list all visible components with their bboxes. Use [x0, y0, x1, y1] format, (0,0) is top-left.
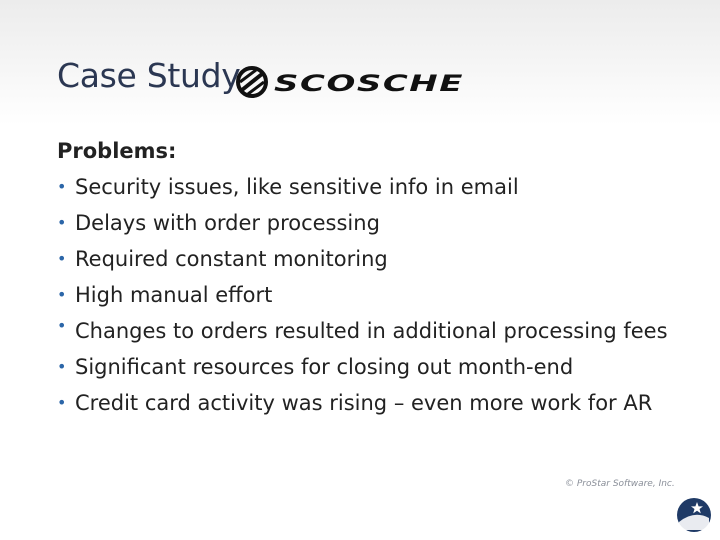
bullet-icon: • [57, 357, 67, 376]
problems-heading: Problems: [57, 139, 177, 163]
bullet-icon: • [57, 393, 67, 412]
bullet-icon: • [57, 316, 67, 335]
scosche-mark-icon [238, 68, 266, 96]
bullet-icon: • [57, 249, 67, 268]
list-item-text: Delays with order processing [75, 211, 380, 235]
list-item-text: Changes to orders resulted in additional processing fees [75, 319, 668, 343]
bullet-icon: • [57, 285, 67, 304]
list-item [57, 277, 712, 313]
list-item-text: Significant resources for closing out month-end [75, 355, 574, 379]
slide-title: Case Study [57, 56, 241, 95]
list-item [57, 205, 712, 241]
bullet-icon: • [57, 213, 67, 232]
prostar-logo-icon [675, 496, 713, 534]
scosche-wordmark: SCOSCHE [274, 72, 464, 97]
list-item [57, 169, 712, 205]
scosche-logo [232, 62, 472, 102]
problems-list [57, 169, 712, 421]
list-item-text: Required constant monitoring [75, 247, 388, 271]
list-item-text: Credit card activity was rising – even more work for AR [75, 391, 653, 415]
list-item [57, 313, 712, 349]
bullet-icon: • [57, 177, 67, 196]
copyright-footer: © ProStar Software, Inc. [565, 479, 675, 489]
list-item [57, 241, 712, 277]
slide-body [57, 133, 712, 421]
list-item [57, 349, 712, 385]
list-item-text: Security issues, like sensitive info in email [75, 175, 519, 199]
list-item-text: High manual effort [75, 283, 273, 307]
list-item [57, 385, 712, 421]
